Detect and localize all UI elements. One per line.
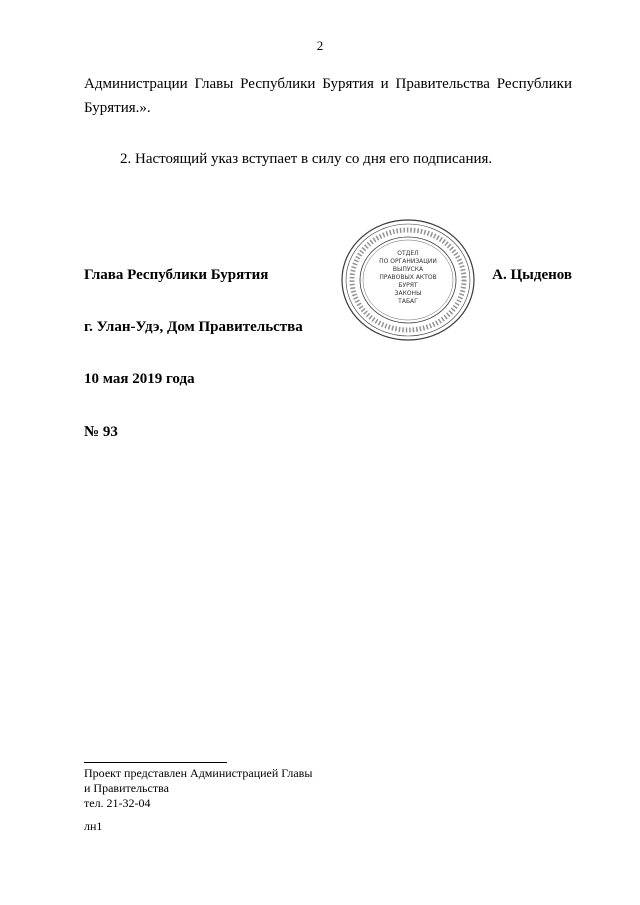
footnote-divider xyxy=(84,762,227,763)
seal-line-4: ПРАВОВЫХ АКТОВ xyxy=(379,274,437,281)
page-number: 2 xyxy=(316,38,324,53)
seal-line-6: ЗАКОНЫ xyxy=(394,290,422,297)
footnote xyxy=(84,766,312,811)
signature-name: А. Цыденов xyxy=(492,267,572,283)
official-seal xyxy=(338,215,478,345)
signature-title: Глава Республики Бурятия xyxy=(84,267,269,283)
place-of-signing: г. Улан-Удэ, Дом Правительства xyxy=(84,319,303,335)
seal-line-3: ВЫПУСКА xyxy=(392,266,424,273)
seal-line-5: БУРЯТ xyxy=(398,282,418,289)
footnote-phone: тел. 21-32-04 xyxy=(84,796,151,810)
document-code: лн1 xyxy=(84,819,103,833)
paragraph-effective-date: 2. Настоящий указ вступает в силу со дня его подписания. xyxy=(120,151,493,167)
seal-line-2: ПО ОРГАНИЗАЦИИ xyxy=(379,258,437,265)
seal-line-7: ТАБАГ xyxy=(398,298,418,305)
footnote-line-1: Проект представлен Администрацией Главы xyxy=(84,766,313,780)
document-number: № 93 xyxy=(84,424,118,440)
footnote-line-2: и Правительства xyxy=(84,781,169,795)
document-date: 10 мая 2019 года xyxy=(84,371,195,387)
seal-line-1: ОТДЕЛ xyxy=(397,250,419,257)
paragraph-continuation: Администрации Главы Республики Бурятия и Правительства Республики Бурятия.». xyxy=(84,76,572,116)
